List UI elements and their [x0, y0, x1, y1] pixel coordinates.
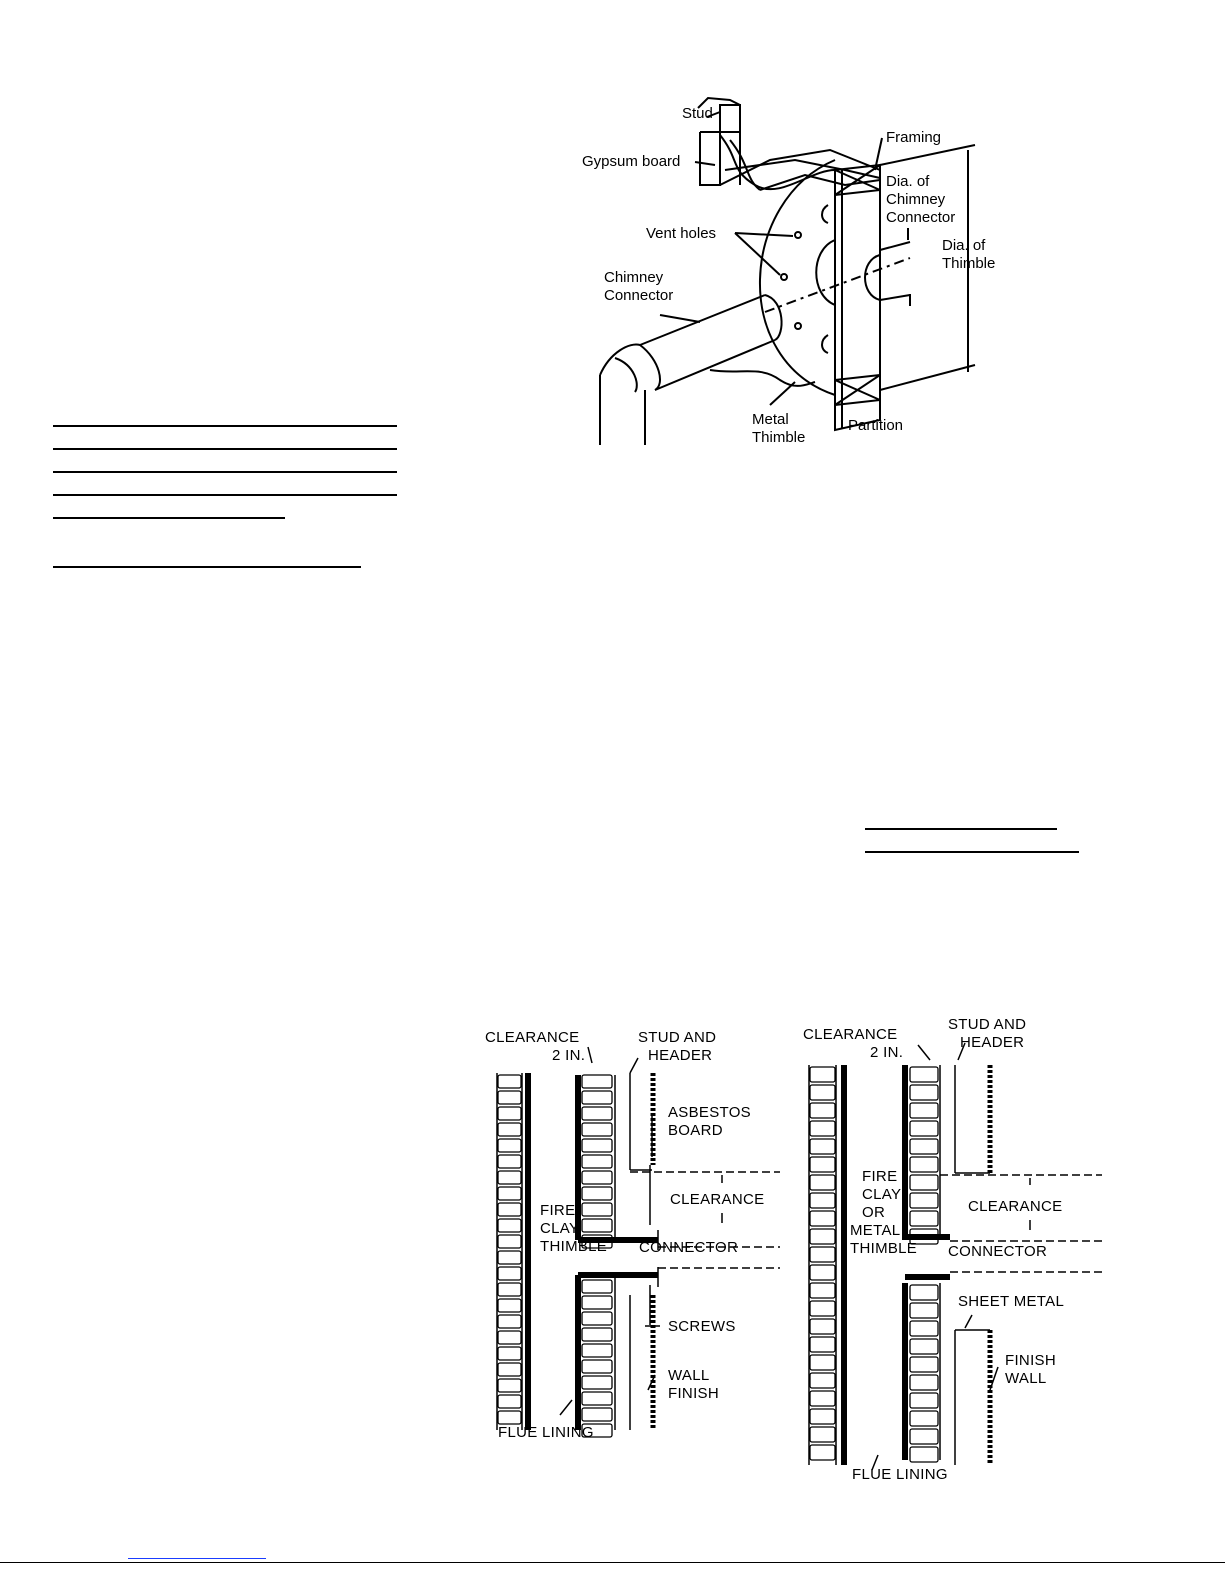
page-bottom-rule — [0, 1562, 1225, 1563]
redacted-line — [53, 494, 397, 496]
brick — [498, 1091, 521, 1104]
brick — [498, 1155, 521, 1168]
brick — [582, 1139, 612, 1152]
svg-text:2 IN.: 2 IN. — [552, 1047, 586, 1064]
redacted-line — [53, 566, 361, 568]
svg-text:Thimble: Thimble — [752, 429, 806, 446]
label-clearance-2in: CLEARANCE — [803, 1026, 898, 1043]
label-stud-header: STUD AND — [948, 1016, 1027, 1033]
label-partition: Partition — [848, 417, 904, 434]
brick — [498, 1123, 521, 1136]
brick — [498, 1171, 521, 1184]
brick — [810, 1121, 835, 1136]
brick — [498, 1235, 521, 1248]
label-flue-lining: FLUE LINING — [852, 1466, 948, 1483]
brick — [498, 1187, 521, 1200]
brick — [498, 1347, 521, 1360]
svg-text:Connector: Connector — [886, 209, 956, 226]
brick — [910, 1157, 938, 1172]
brick — [810, 1193, 835, 1208]
brick — [582, 1203, 612, 1216]
brick — [498, 1379, 521, 1392]
label-framing: Framing — [886, 129, 942, 146]
label-dia-thimble: Dia. of — [942, 237, 986, 254]
brick — [498, 1107, 521, 1120]
brick — [910, 1411, 938, 1426]
label-flue-lining: FLUE LINING — [498, 1424, 594, 1441]
brick — [498, 1267, 521, 1280]
brick — [582, 1296, 612, 1309]
svg-text:Thimble: Thimble — [942, 255, 996, 272]
brick — [810, 1283, 835, 1298]
brick — [498, 1411, 521, 1424]
label-clearance: CLEARANCE — [670, 1191, 765, 1208]
label-screws: SCREWS — [668, 1318, 736, 1335]
redacted-line — [53, 425, 397, 427]
label-clearance-2in: CLEARANCE — [485, 1029, 580, 1046]
svg-text:METAL: METAL — [850, 1222, 901, 1239]
brick — [498, 1075, 521, 1088]
svg-text:THIMBLE: THIMBLE — [850, 1240, 918, 1257]
brick — [910, 1067, 938, 1082]
brick — [810, 1157, 835, 1172]
brick — [582, 1091, 612, 1104]
label-chimney-connector: Chimney — [604, 269, 664, 286]
svg-text:WALL: WALL — [1005, 1370, 1047, 1387]
label-finish-wall: FINISH — [1005, 1352, 1056, 1369]
brick — [810, 1319, 835, 1334]
brick — [910, 1085, 938, 1100]
brick — [498, 1315, 521, 1328]
brick — [810, 1103, 835, 1118]
brick — [810, 1355, 835, 1370]
label-wall-finish: WALL — [668, 1367, 710, 1384]
label-asbestos-board: ASBESTOS — [668, 1104, 751, 1121]
brick — [810, 1427, 835, 1442]
svg-text:HEADER: HEADER — [648, 1047, 713, 1064]
label-sheet-metal: SHEET METAL — [958, 1293, 1065, 1310]
brick — [582, 1155, 612, 1168]
brick — [810, 1409, 835, 1424]
brick — [910, 1375, 938, 1390]
brick — [810, 1337, 835, 1352]
svg-text:Chimney: Chimney — [886, 191, 946, 208]
brick — [910, 1211, 938, 1226]
label-metal-thimble: Metal — [752, 411, 789, 428]
brick — [498, 1363, 521, 1376]
brick — [582, 1392, 612, 1405]
brick — [810, 1301, 835, 1316]
brick — [582, 1107, 612, 1120]
label-clearance: CLEARANCE — [968, 1198, 1063, 1215]
label-stud-header: STUD AND — [638, 1029, 717, 1046]
brick — [910, 1357, 938, 1372]
brick — [910, 1447, 938, 1462]
label-vent-holes: Vent holes — [646, 225, 717, 242]
brick — [910, 1303, 938, 1318]
brick — [498, 1251, 521, 1264]
label-fire-clay-thimble: FIRE — [540, 1202, 576, 1219]
svg-text:HEADER: HEADER — [960, 1034, 1025, 1051]
svg-text:2 IN.: 2 IN. — [870, 1044, 904, 1061]
brick — [910, 1139, 938, 1154]
brick — [498, 1219, 521, 1232]
label-gypsum-board: Gypsum board — [582, 153, 681, 170]
brick — [810, 1229, 835, 1244]
footer-link-underline[interactable] — [128, 1558, 266, 1559]
fire-clay-thimble-section — [480, 1025, 790, 1445]
brick — [910, 1121, 938, 1136]
brick — [910, 1285, 938, 1300]
brick — [582, 1280, 612, 1293]
svg-text:CLAY: CLAY — [540, 1220, 580, 1237]
brick — [498, 1299, 521, 1312]
svg-text:THIMBLE: THIMBLE — [540, 1238, 608, 1255]
brick — [498, 1331, 521, 1344]
label-fire-clay-metal-thimble: FIRE — [862, 1168, 898, 1185]
brick — [810, 1211, 835, 1226]
brick — [582, 1360, 612, 1373]
svg-text:CLAY: CLAY — [862, 1186, 902, 1203]
redacted-line — [53, 448, 397, 450]
brick — [810, 1247, 835, 1262]
brick — [498, 1139, 521, 1152]
svg-text:BOARD: BOARD — [668, 1122, 723, 1139]
brick — [582, 1344, 612, 1357]
brick — [910, 1429, 938, 1444]
brick — [910, 1393, 938, 1408]
redacted-line — [865, 828, 1057, 830]
thimble-figure — [580, 90, 1020, 455]
brick — [810, 1139, 835, 1154]
brick — [910, 1193, 938, 1208]
brick — [810, 1265, 835, 1280]
svg-text:Connector: Connector — [604, 287, 674, 304]
redacted-line — [53, 471, 397, 473]
brick — [582, 1312, 612, 1325]
brick — [810, 1175, 835, 1190]
brick — [810, 1067, 835, 1082]
brick — [582, 1123, 612, 1136]
brick — [498, 1203, 521, 1216]
label-connector: CONNECTOR — [948, 1243, 1048, 1260]
brick — [582, 1075, 612, 1088]
redacted-line — [865, 851, 1079, 853]
metal-thimble-section — [800, 1015, 1110, 1485]
brick — [910, 1103, 938, 1118]
label-connector: CONNECTOR — [639, 1239, 739, 1256]
brick — [910, 1339, 938, 1354]
brick — [582, 1408, 612, 1421]
brick — [810, 1373, 835, 1388]
brick — [582, 1219, 612, 1232]
brick — [810, 1391, 835, 1406]
brick — [498, 1283, 521, 1296]
label-dia-connector: Dia. of — [886, 173, 930, 190]
brick — [498, 1395, 521, 1408]
brick — [810, 1445, 835, 1460]
brick — [582, 1171, 612, 1184]
brick — [810, 1085, 835, 1100]
svg-text:OR: OR — [862, 1204, 886, 1221]
brick — [582, 1376, 612, 1389]
label-stud: Stud — [682, 105, 713, 122]
brick — [910, 1175, 938, 1190]
svg-text:FINISH: FINISH — [668, 1385, 719, 1402]
brick — [582, 1187, 612, 1200]
redacted-line — [53, 517, 285, 519]
brick — [910, 1321, 938, 1336]
brick — [582, 1328, 612, 1341]
